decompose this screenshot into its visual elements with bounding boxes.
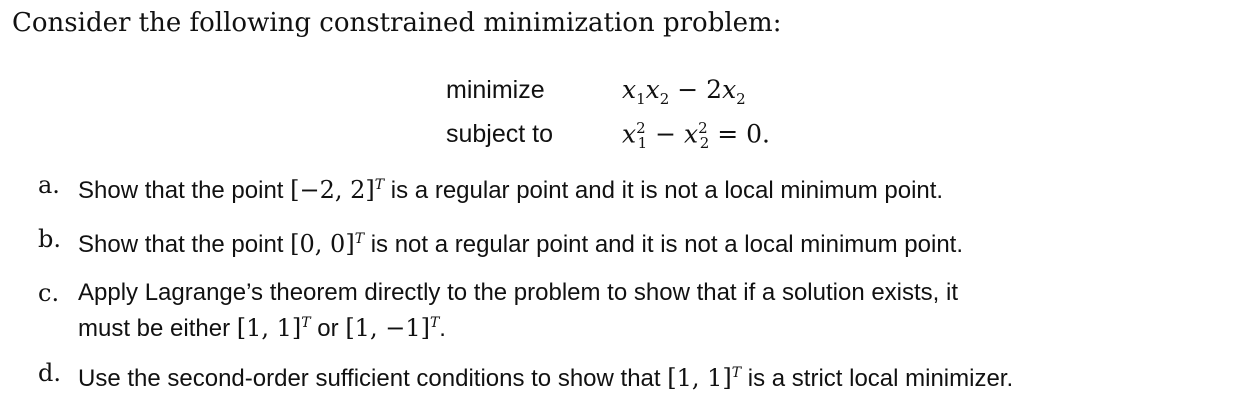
math-vector: [1, 1]$^T$	[236, 314, 311, 342]
objective-label: minimize	[446, 76, 545, 104]
constraint-row	[446, 110, 770, 153]
list-item	[38, 278, 1238, 344]
item-label: a.	[38, 171, 60, 199]
item-label: c.	[38, 279, 60, 307]
math-vector: [0, 0]$^T$	[290, 230, 365, 258]
constraint-label: subject to	[446, 120, 554, 149]
list-item	[38, 170, 1238, 206]
optimization-problem	[446, 72, 770, 153]
math-vector: [−2, 2]$^T$	[290, 176, 385, 204]
item-label: d.	[38, 359, 61, 387]
item-text: Apply Lagrange’s theorem directly to the problem to show that if a solution exists, it must be either [1, 1]$^T$ or [1, −1]$^T$.	[78, 279, 959, 342]
intro-text: Consider the following constrained minimization problem:	[12, 8, 782, 38]
item-text: Show that the point [−2, 2]$^T$ is a regular point and it is not a local minimum point.	[78, 176, 944, 204]
item-text: Show that the point [0, 0]$^T$ is not a regular point and it is not a local minimum point.	[78, 230, 963, 258]
list-item	[38, 358, 1238, 394]
math-vector: [1, 1]$^T$	[667, 364, 742, 392]
item-text: Use the second-order sufficient conditions to show that [1, 1]$^T$ is a strict local minimizer.	[78, 364, 1014, 392]
list-item	[38, 224, 1238, 260]
exercise-list	[38, 170, 1238, 412]
objective-row	[446, 72, 770, 110]
item-label: b.	[38, 225, 61, 253]
math-vector: [1, −1]$^T$	[345, 314, 440, 342]
constraint-expression: $x^2_1 - x^2_2 = 0$.	[622, 119, 770, 153]
objective-expression: $x_1x_2 - 2x_2$	[622, 75, 746, 108]
